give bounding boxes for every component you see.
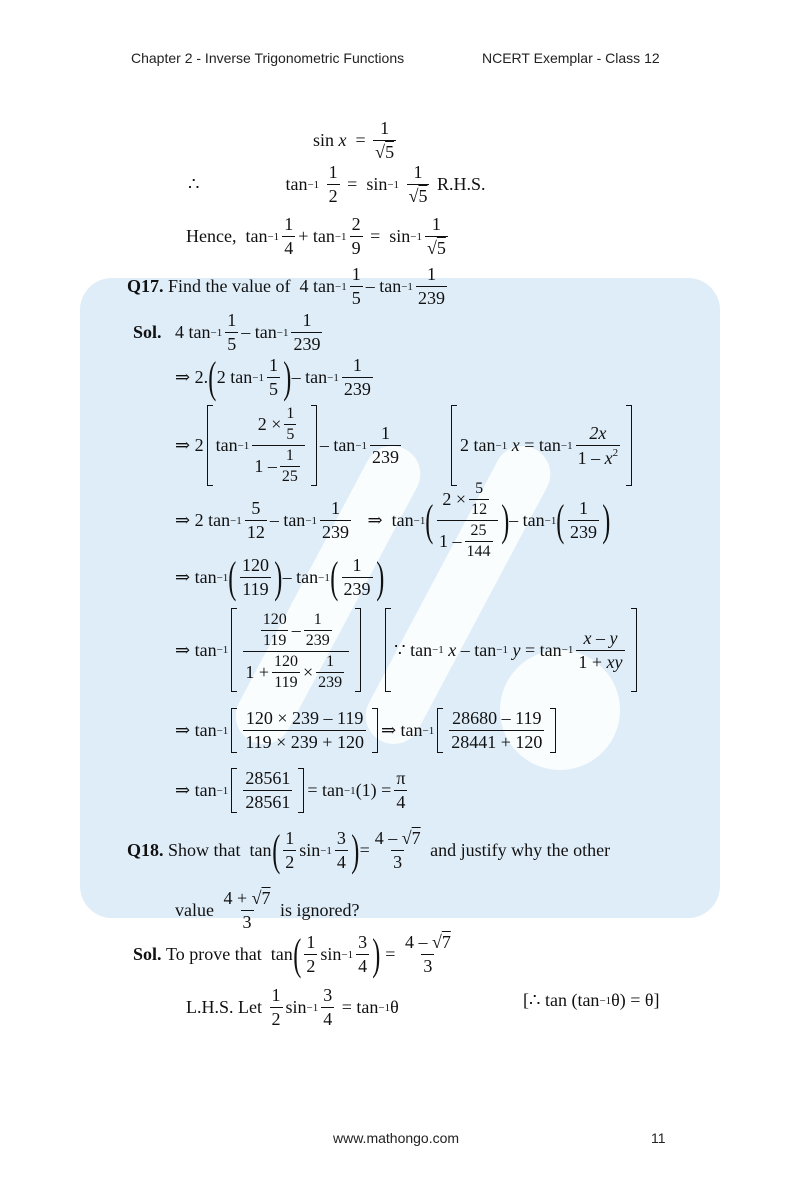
question-18: Q18. Show that tan ( 1 2 sin −1 3 4 ) = 4 – √7 3 and justify why the other [127, 825, 611, 875]
q18-text-2: and justify why the other [430, 840, 611, 860]
sol-label-2: Sol. [133, 944, 162, 964]
solution-17-start: Sol. 4 tan −1 1 5 – tan −1 1 239 [133, 310, 321, 354]
step-3: ⇒ 2 tan −1 2 × 1 5 1 – 1 25 – tan −1 1 239 2 tan −1 x = tan −1 2x $1 - x^2$ [175, 405, 635, 486]
lhs-let: L.H.S. Let [186, 997, 262, 1017]
question-17: Q17. Find the value of 4 tan −1 1 5 – tan −1 1 239 [127, 264, 445, 308]
step-7: ⇒ tan −1 120 × 239 – 119 119 × 239 + 120 ⇒ tan −1 28680 – 119 28441 + 120 [175, 708, 559, 753]
step-2: ⇒ 2. ( 2 tan −1 1 5 ) – tan −1 1 239 [175, 352, 371, 402]
rhs-label: R.H.S. [436, 174, 486, 194]
question-18-cont: value 4 + √7 3 is ignored? [175, 888, 360, 932]
solution-18-lhs: L.H.S. Let 1 2 sin −1 3 4 = tan −1 θ [186, 985, 399, 1029]
sol2-text: To prove that [166, 944, 262, 964]
book-title: NCERT Exemplar - Class 12 [482, 50, 660, 66]
solution-18-start: Sol. To prove that tan ( 1 2 sin −1 3 4 ) = 4 – √7 3 [133, 929, 451, 979]
step-4: ⇒ 2 tan −1 5 12 – tan −1 1 239 ⇒ tan −1 ( 2 × 5 12 1 – 25 144 ) – tan −1 ( 1 239 ) [175, 480, 611, 560]
step-5: ⇒ tan −1 ( 120 119 ) – tan −1 ( 1 239 ) [175, 552, 384, 602]
page-number: 11 [651, 1130, 666, 1146]
q18-text-3: value [175, 900, 214, 920]
equation-sinx: sin x = 1 √5 [313, 118, 395, 162]
equation-rhs: ∴ tan −1 1 2 = sin −1 1 √5 R.H.S. [188, 162, 486, 206]
step-8: ⇒ tan −1 28561 28561 = tan −1 (1) = π 4 [175, 768, 406, 812]
q17-text: Find the value of [168, 276, 291, 296]
sol-label: Sol. [133, 322, 162, 342]
chapter-title: Chapter 2 - Inverse Trigonometric Functions [131, 50, 405, 66]
footer-website: www.mathongo.com [333, 1130, 460, 1146]
q18-text-1: Show that [168, 840, 241, 860]
q17-label: Q17. [127, 276, 164, 296]
q18-text-4: is ignored? [280, 900, 360, 920]
solution-18-note: [ ∴ tan (tan −1 θ) = θ] [523, 990, 660, 1010]
therefore-symbol: ∴ [188, 174, 200, 194]
step-6: ⇒ tan −1 120 119 – 1 239 1 + 120 119 × 1 239 ∵ tan −1 x – tan −1 y = tan −1 x – y 1 + xy [175, 608, 640, 692]
q18-label: Q18. [127, 840, 164, 860]
hence-label: Hence, [186, 226, 237, 246]
equation-hence: Hence, tan −1 1 4 + tan −1 2 9 = sin −1 1 √5 [186, 214, 446, 258]
